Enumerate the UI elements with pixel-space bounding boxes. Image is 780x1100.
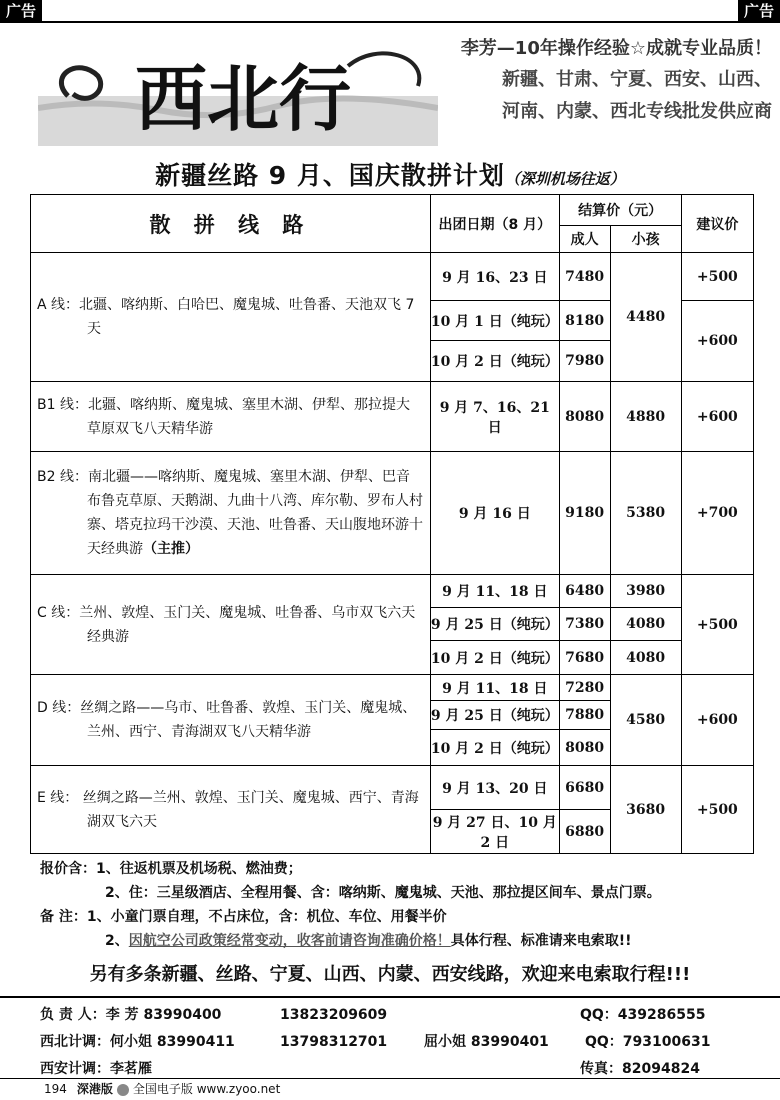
remarks-item-2-suffix: 具体行程、标准请来电索取!! xyxy=(450,933,632,949)
ad-label-right: 广告 xyxy=(738,0,780,22)
featured-tag: （主推） xyxy=(143,541,199,557)
more-routes-banner: 另有多条新疆、丝路、宁夏、山西、内蒙、西安线路，欢迎来电索取行程!!! xyxy=(89,964,691,985)
fax: 传真：82094824 xyxy=(580,1061,700,1077)
table-row xyxy=(31,253,754,301)
swirl-decoration xyxy=(61,68,100,99)
adult-price: 6880 xyxy=(559,810,610,854)
date-cell: 9 月 11、18 日 xyxy=(430,575,559,608)
date-cell: 9 月 16、23 日 xyxy=(430,253,559,301)
routes-table xyxy=(30,194,754,854)
includes-item-2: 2、住：三星级酒店、全程用餐、含：喀纳斯、魔鬼城、天池、那拉提区间车、景点门票。 xyxy=(105,885,661,901)
remarks-label: 备 注： xyxy=(40,909,87,925)
adult-price: 8180 xyxy=(559,301,610,341)
slogan-line-2: 新疆、甘肃、宁夏、西安、山西、 xyxy=(502,69,772,90)
table-row xyxy=(31,675,754,701)
child-price: 4080 xyxy=(610,641,681,675)
adult-price: 8080 xyxy=(559,382,610,452)
title-main: 新疆丝路 9 月、国庆散拼计划 xyxy=(155,161,505,190)
child-price: 4580 xyxy=(610,675,681,766)
header-adult: 成人 xyxy=(559,226,610,253)
date-cell: 10 月 2 日（纯玩） xyxy=(430,641,559,675)
adult-price: 7880 xyxy=(559,701,610,730)
adult-price: 8080 xyxy=(559,730,610,766)
adult-price: 7980 xyxy=(559,341,610,382)
remarks-item-2 xyxy=(40,929,770,953)
contact-row xyxy=(40,1002,760,1029)
notes xyxy=(40,857,770,953)
suggest-price: +500 xyxy=(681,766,753,854)
adult-price: 7380 xyxy=(559,608,610,641)
page-number: 194 xyxy=(44,1082,67,1096)
page-title xyxy=(0,156,780,192)
adult-price: 7480 xyxy=(559,253,610,301)
edition-label: 深港版 xyxy=(76,1082,113,1096)
route-b2-text: B2 线：南北疆——喀纳斯、魔鬼城、塞里木湖、伊犁、巴音布鲁克草原、天鹅湖、九曲十八湾、库尔勒、罗布人村寨、塔克拉玛干沙漠、天池、吐鲁番、天山腹地环游十天经典游 xyxy=(37,469,423,557)
footer xyxy=(0,1078,780,1100)
planner-qq: QQ：793100631 xyxy=(585,1034,711,1050)
notes-includes-1 xyxy=(40,857,770,881)
suggest-price: +600 xyxy=(681,301,753,382)
child-price: 5380 xyxy=(610,452,681,575)
adult-price: 6680 xyxy=(559,766,610,810)
header-route: 散 拼 线 路 xyxy=(31,195,431,253)
remarks-item-1: 1、小童门票自理，不占床位，含：机位、车位、用餐半价 xyxy=(86,909,447,925)
notes-remarks-1 xyxy=(40,905,770,929)
manager-mobile: 13823209609 xyxy=(280,1007,388,1023)
slogan-line-3: 河南、内蒙、西北专线批发供应商 xyxy=(502,101,772,122)
header-child: 小孩 xyxy=(610,226,681,253)
slogan xyxy=(430,34,772,128)
logo-text: 西北行 xyxy=(134,56,352,141)
contacts xyxy=(40,1002,760,1083)
route-b1: B1 线：北疆、喀纳斯、魔鬼城、塞里木湖、伊犁、那拉提大草原双飞八天精华游 xyxy=(31,382,431,452)
title-sub: （深圳机场往返） xyxy=(504,170,625,188)
child-price: 4080 xyxy=(610,608,681,641)
suggest-price: +600 xyxy=(681,382,753,452)
child-price: 4880 xyxy=(610,382,681,452)
suggest-price: +700 xyxy=(681,452,753,575)
date-cell: 10 月 2 日（纯玩） xyxy=(430,730,559,766)
manager-qq: QQ：439286555 xyxy=(580,1007,706,1023)
slogan-line-1: 李芳—10年操作经验☆成就专业品质！ xyxy=(460,38,772,59)
suggest-price: +600 xyxy=(681,675,753,766)
date-cell: 9 月 13、20 日 xyxy=(430,766,559,810)
header-suggest: 建议价 xyxy=(681,195,753,253)
table-row xyxy=(31,452,754,575)
includes-label: 报价含： xyxy=(40,861,96,877)
globe-icon xyxy=(117,1084,129,1096)
table-row xyxy=(31,575,754,608)
header xyxy=(0,24,780,144)
suggest-price: +500 xyxy=(681,253,753,301)
price-warning: 因航空公司政策经常变动，收客前请咨询准确价格！ xyxy=(128,933,451,949)
adult-price: 9180 xyxy=(559,452,610,575)
site-label: 全国电子版 www.zyoo.net xyxy=(132,1082,281,1096)
includes-item-1: 1、往返机票及机场税、燃油费； xyxy=(96,861,302,877)
contact-row xyxy=(40,1029,760,1056)
date-cell: 9 月 11、18 日 xyxy=(430,675,559,701)
child-price: 4480 xyxy=(610,253,681,382)
planner-2-contact: 屈小姐 83990401 xyxy=(424,1034,549,1050)
child-price: 3980 xyxy=(610,575,681,608)
date-cell: 10 月 1 日（纯玩） xyxy=(430,301,559,341)
adult-price: 6480 xyxy=(559,575,610,608)
brand-logo xyxy=(38,36,438,146)
table-row xyxy=(31,382,754,452)
adult-price: 7680 xyxy=(559,641,610,675)
route-b2 xyxy=(31,452,431,575)
child-price: 3680 xyxy=(610,766,681,854)
route-d: D 线：丝绸之路——乌市、吐鲁番、敦煌、玉门关、魔鬼城、兰州、西宁、青海湖双飞八天精华游 xyxy=(31,675,431,766)
date-cell: 9 月 16 日 xyxy=(430,452,559,575)
route-e: E 线： 丝绸之路—兰州、敦煌、玉门关、魔鬼城、西宁、青海湖双飞六天 xyxy=(31,766,431,854)
xian-planner-contact: 西安计调：李茗雁 xyxy=(40,1061,152,1077)
route-a: A 线：北疆、喀纳斯、白哈巴、魔鬼城、吐鲁番、天池双飞 7 天 xyxy=(31,253,431,382)
date-cell: 9 月 27 日、10 月 2 日 xyxy=(430,810,559,854)
table-row xyxy=(31,766,754,810)
remarks-item-2-prefix: 2、 xyxy=(105,933,129,949)
date-cell: 9 月 7、16、21 日 xyxy=(430,382,559,452)
top-divider xyxy=(0,21,780,23)
date-cell: 9 月 25 日（纯玩） xyxy=(430,701,559,730)
ad-label-left: 广告 xyxy=(0,0,42,22)
date-cell: 9 月 25 日（纯玩） xyxy=(430,608,559,641)
suggest-price: +500 xyxy=(681,575,753,675)
header-price: 结算价（元） xyxy=(559,195,681,226)
contacts-divider xyxy=(0,996,780,998)
manager-contact: 负 责 人：李 芳 83990400 xyxy=(40,1007,222,1023)
planner-mobile: 13798312701 xyxy=(280,1034,388,1050)
date-cell: 10 月 2 日（纯玩） xyxy=(430,341,559,382)
header-date: 出团日期（8 月） xyxy=(430,195,559,253)
planner-contact: 西北计调：何小姐 83990411 xyxy=(40,1034,235,1050)
route-c: C 线：兰州、敦煌、玉门关、魔鬼城、吐鲁番、乌市双飞六天经典游 xyxy=(31,575,431,675)
adult-price: 7280 xyxy=(559,675,610,701)
